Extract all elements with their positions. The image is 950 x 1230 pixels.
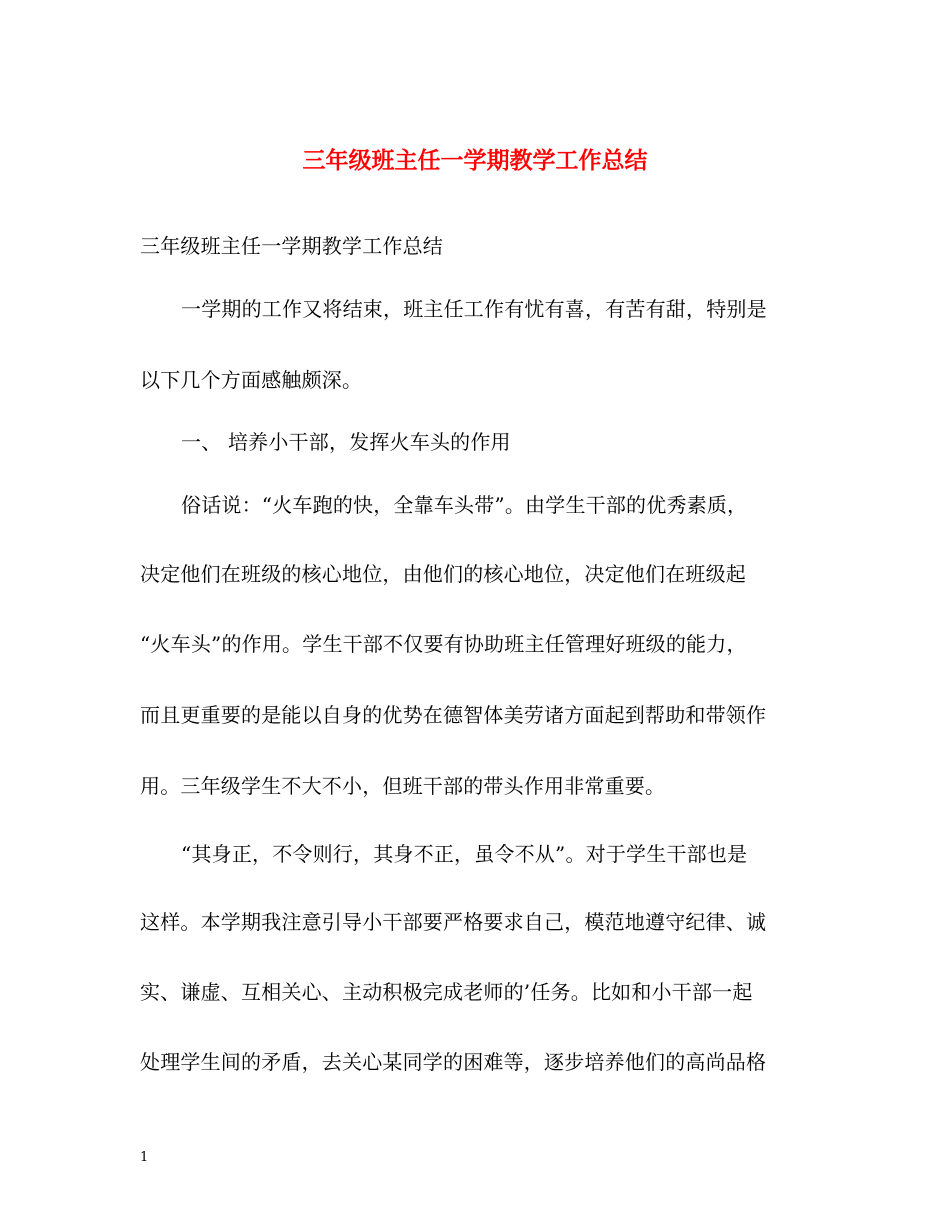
paragraph-line: 用。三年级学生不大不小，但班干部的带头作用非常重要。 (140, 774, 666, 798)
section-heading: 一、 培养小干部，发挥火车头的作用 (181, 430, 511, 454)
paragraph-line: 以下几个方面感触颇深。 (140, 368, 363, 392)
paragraph-line: 一学期的工作又将结束，班主任工作有忧有喜，有苦有甜，特别是 (181, 297, 767, 321)
paragraph-line: 俗话说：“火车跑的快，全靠车头带”。由学生干部的优秀素质， (181, 493, 748, 517)
page-number: 1 (140, 1150, 149, 1165)
paragraph-line: “火车头”的作用。学生干部不仅要有协助班主任管理好班级的能力， (140, 632, 747, 656)
paragraph-line: 实、谦虚、互相关心、主动积极完成老师的’任务。比如和小干部一起 (140, 980, 753, 1004)
subtitle-line: 三年级班主任一学期教学工作总结 (140, 234, 443, 258)
document-title: 三年级班主任一学期教学工作总结 (302, 147, 648, 174)
paragraph-line: 决定他们在班级的核心地位，由他们的核心地位，决定他们在班级起 (140, 562, 746, 586)
paragraph-line: 而且更重要的是能以自身的优势在德智体美劳诸方面起到帮助和带领作 (140, 703, 767, 727)
paragraph-line: “其身正，不令则行，其身不正，虽令不从”。对于学生干部也是 (181, 842, 748, 866)
paragraph-line: 这样。本学期我注意引导小干部要严格要求自己，模范地遵守纪律、诚 (140, 910, 767, 934)
paragraph-line: 处理学生间的矛盾，去关心某同学的困难等，逐步培养他们的高尚品格 (140, 1050, 767, 1074)
